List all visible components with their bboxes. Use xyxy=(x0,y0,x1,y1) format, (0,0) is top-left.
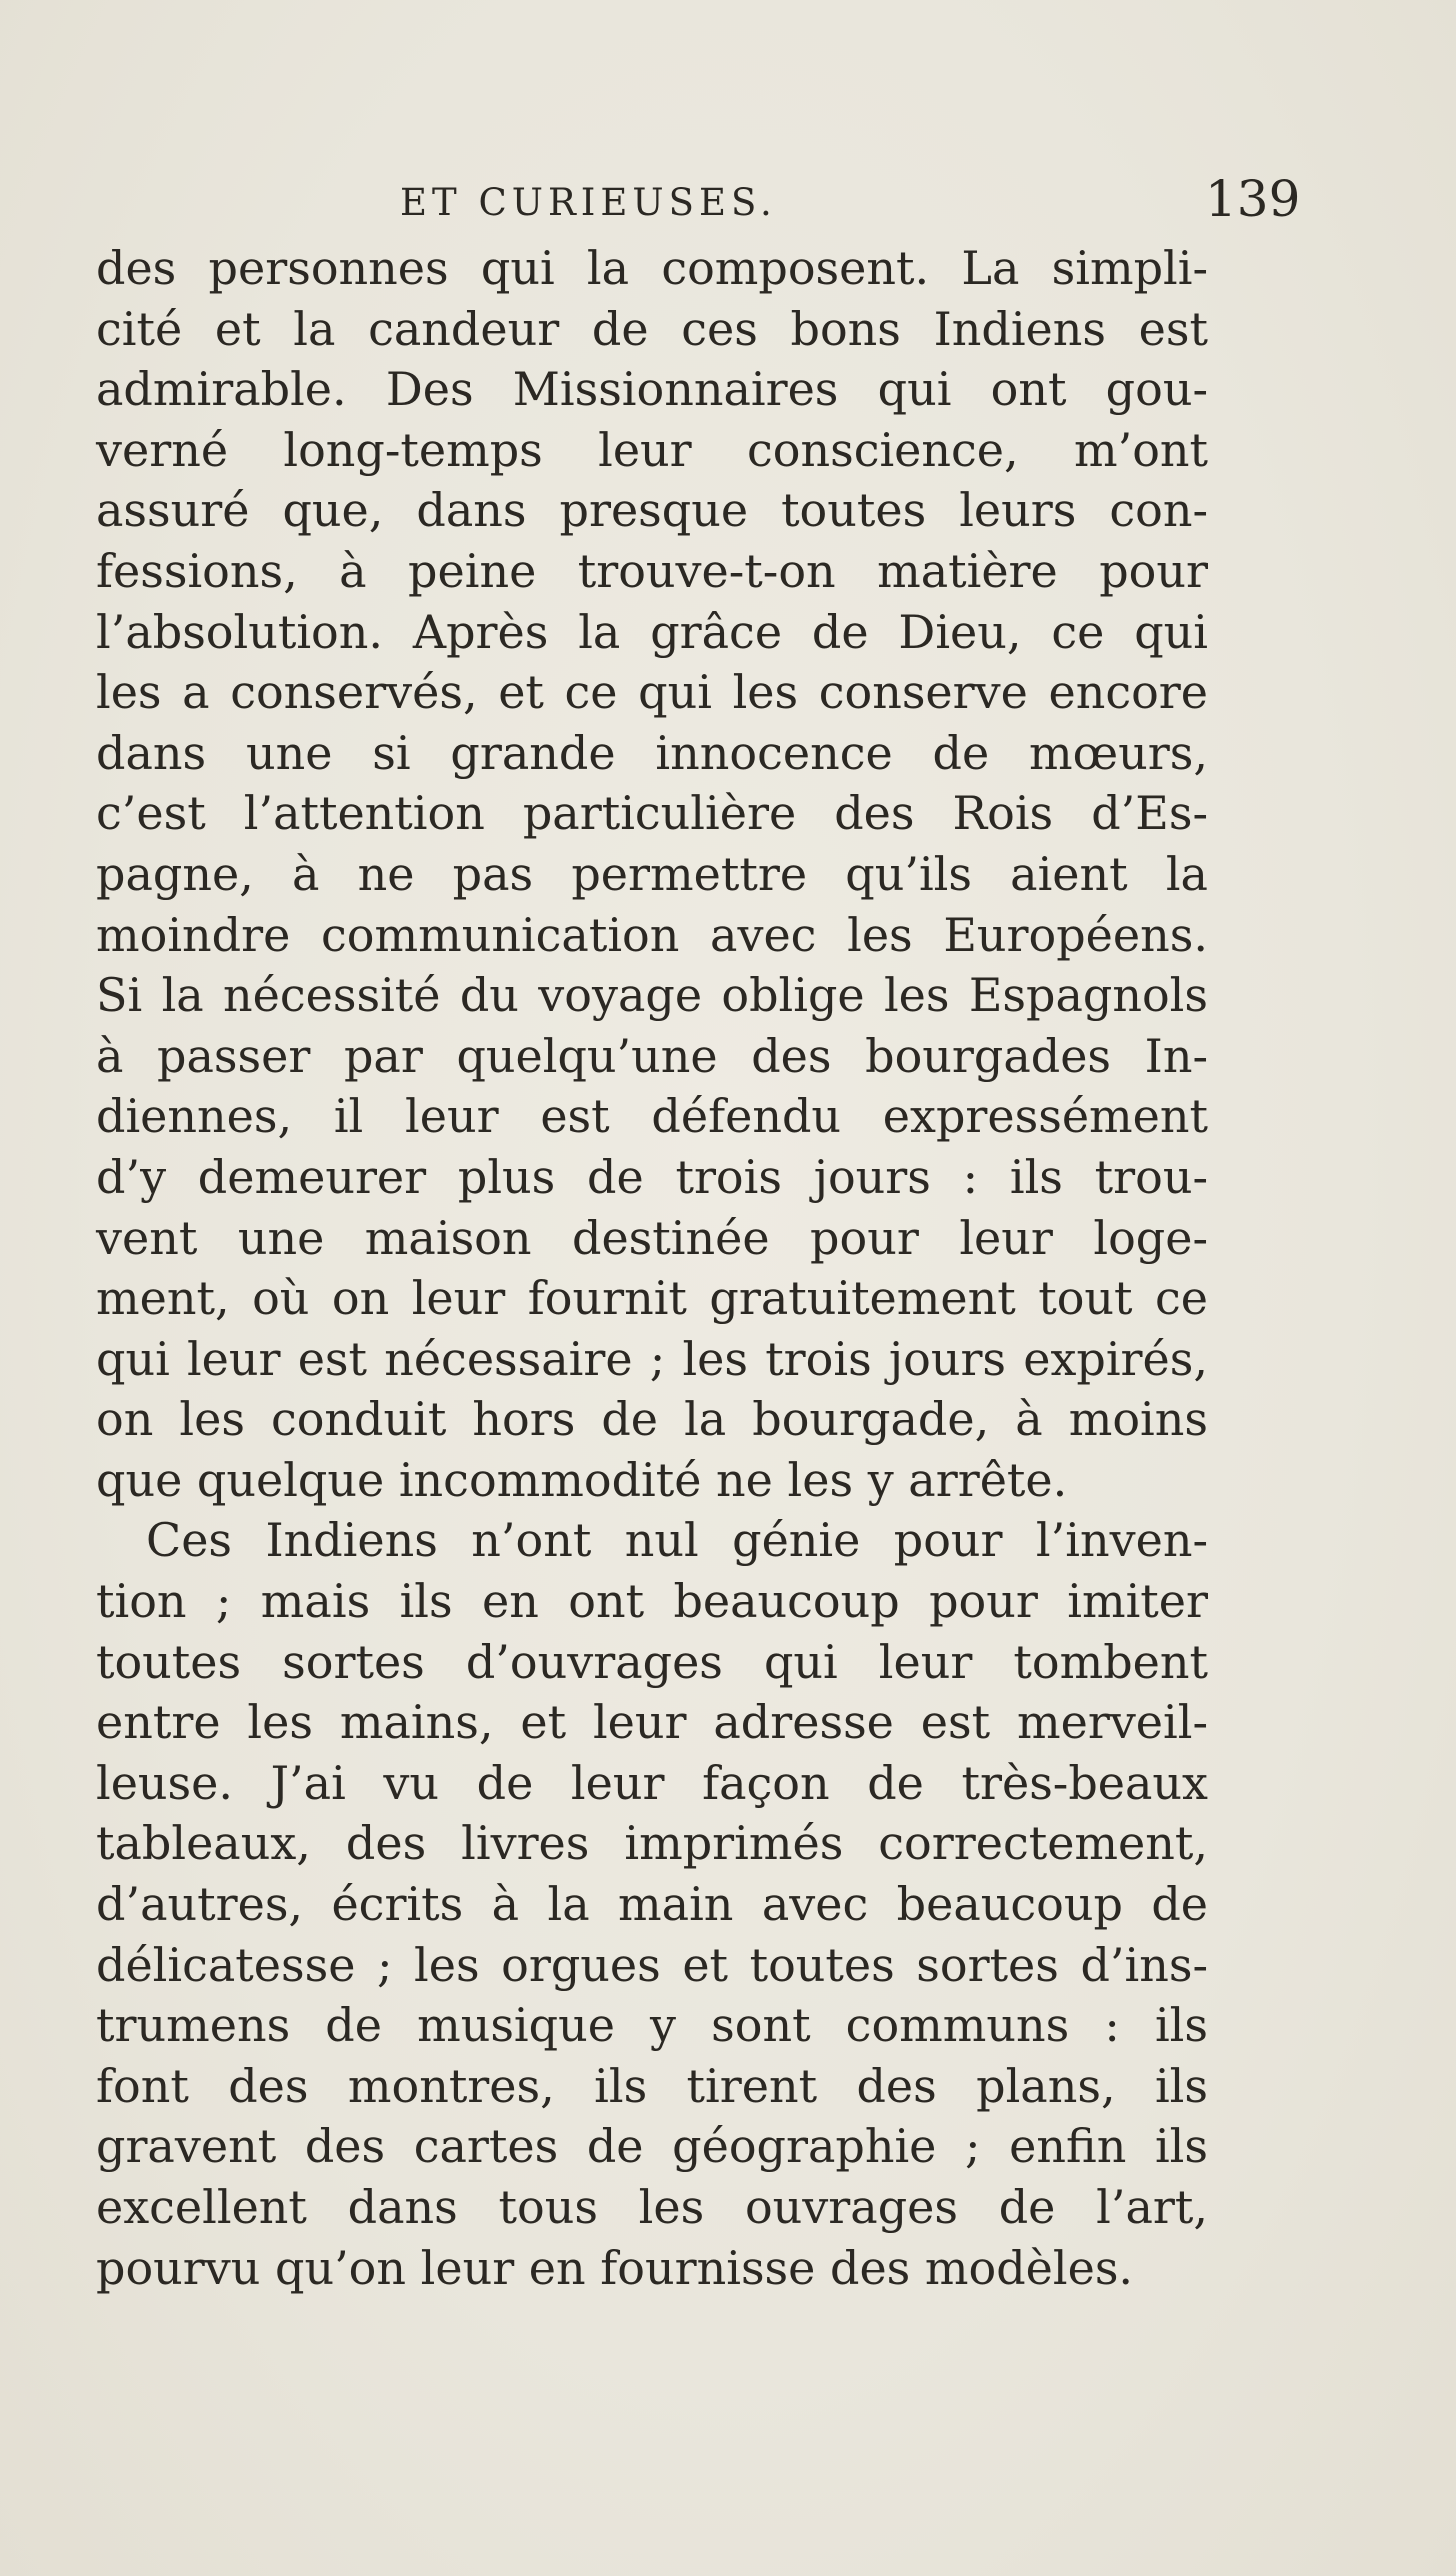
page-header xyxy=(0,170,1456,238)
body-text xyxy=(96,238,1208,2298)
text-line: on les conduit hors de la bourgade, à moins xyxy=(96,1392,1208,1447)
text-line: font des montres, ils tirent des plans, ils xyxy=(96,2058,1208,2113)
text-line: gravent des cartes de géographie ; enfin ils xyxy=(96,2119,1208,2174)
paragraph-last-line: que quelque incommodité ne les y arrête. xyxy=(96,1452,1068,1507)
text-line: d’y demeurer plus de trois jours : ils trou- xyxy=(96,1149,1208,1204)
text-line: des personnes qui la composent. La simpli- xyxy=(96,241,1208,295)
text-line: qui leur est nécessaire ; les trois jours expirés, xyxy=(96,1331,1208,1386)
text-line: diennes, il leur est défendu expressément xyxy=(96,1089,1208,1144)
text-line: cité et la candeur de ces bons Indiens est xyxy=(96,301,1208,356)
text-line: c’est l’attention particulière des Rois d’Es- xyxy=(96,786,1208,841)
text-line: verné long-temps leur conscience, m’ont xyxy=(96,422,1208,477)
paragraph-last-line: pourvu qu’on leur en fournisse des modèles. xyxy=(96,2240,1134,2295)
text-line: délicatesse ; les orgues et toutes sortes d’ins- xyxy=(96,1937,1208,1992)
text-line: assuré que, dans presque toutes leurs con- xyxy=(96,483,1208,538)
text-line: excellent dans tous les ouvrages de l’art, xyxy=(96,2180,1208,2234)
text-line: pagne, à ne pas permettre qu’ils aient la xyxy=(96,846,1208,901)
text-line: fessions, à peine trouve-t-on matière pour xyxy=(96,543,1208,598)
text-line: dans une si grande innocence de mœurs, xyxy=(96,725,1208,780)
page-number: 139 xyxy=(1205,170,1301,228)
text-line: toutes sortes d’ouvrages qui leur tombent xyxy=(96,1634,1208,1689)
text-line: ment, où on leur fournit gratuitement tout ce xyxy=(96,1271,1208,1326)
text-line: les a conservés, et ce qui les conserve encore xyxy=(96,665,1208,720)
text-line: l’absolution. Après la grâce de Dieu, ce qui xyxy=(96,604,1208,659)
text-line: d’autres, écrits à la main avec beaucoup de xyxy=(96,1877,1208,1932)
text-line: moindre communication avec les Européens. xyxy=(96,907,1208,962)
text-line: admirable. Des Missionnaires qui ont gou- xyxy=(96,362,1208,417)
text-line: à passer par quelqu’une des bourgades In- xyxy=(96,1028,1208,1083)
paragraph-first-line: Ces Indiens n’ont nul génie pour l’inven- xyxy=(146,1513,1208,1568)
text-line: tion ; mais ils en ont beaucoup pour imiter xyxy=(96,1574,1208,1629)
running-title: ET CURIEUSES. xyxy=(400,181,777,224)
text-line: vent une maison destinée pour leur loge- xyxy=(96,1210,1208,1265)
text-line: trumens de musique y sont communs : ils xyxy=(96,1998,1208,2053)
text-line: entre les mains, et leur adresse est merveil- xyxy=(96,1695,1208,1750)
text-line: tableaux, des livres imprimés correctement, xyxy=(96,1816,1208,1871)
text-line: leuse. J’ai vu de leur façon de très-beaux xyxy=(96,1755,1208,1810)
text-line: Si la nécessité du voyage oblige les Espagnols xyxy=(96,968,1208,1023)
